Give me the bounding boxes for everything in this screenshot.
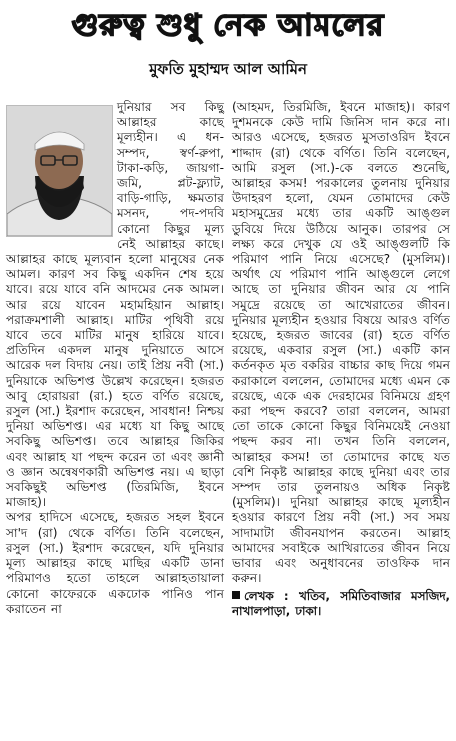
body-paragraph: অপর হাদিসে এসেছে, হজরত সহল ইবনে সা'দ (রা) থেকে বর্ণিত। তিনি বলেছেন, রসুল (সা.) ইরশাদ করেছেন, যদি দুনিয়ার মূল্য আল্লাহর কাছে মাছির একটি ডানা পরিমাণও হতো তাহলে আল্লাহতায়ালা কোনো কাফেরকে একঢোক পানিও পান করাতেন না — [6, 510, 224, 616]
author-credit-text: লেখক : খতিব, সমিতিবাজার মসজিদ, নাখালপাড়া, ঢাকা। — [232, 588, 450, 618]
article-column-1 — [6, 100, 224, 617]
author-credit — [232, 589, 450, 619]
article-headline: গুরুত্ব শুধু নেক আমলের — [71, 8, 385, 43]
article-column-2 — [232, 100, 450, 619]
square-bullet-icon — [232, 591, 240, 599]
article-byline: মুফতি মুহাম্মদ আল আমিন — [149, 60, 307, 78]
body-paragraph: (আহমদ, তিরমিজি, ইবনে মাজাহ)। কারণ দুশমনকে কেউ দামি জিনিস দান করে না। আরও এসেছে, হজরত মুসতাওরিদ ইবনে শাদ্দাদ (রা) থেকে বর্ণিত। তিনি বলেছেন, আমি রসুল (সা.)-কে বলতে শুনেছি, আল্লাহর কসম! পরকালের তুলনায় দুনিয়ার উদাহরণ হলো, যেমন তোমাদের কেউ মহাসমুদ্রের মধ্যে তার একটি আঙ্গুল ডুবিয়ে দিয়ে উঠিয়ে আনুক। তারপর সে লক্ষ্য করে দেখুক যে ওই আঙ্গুলটি কি পরিমাণ পানি নিয়ে এসেছে? (মুসলিম)। অর্থাৎ যে পরিমাণ পানি আঙ্গুলে লেগে আছে তা দুনিয়ার জীবন আর যে পানি সমুদ্রে রয়েছে তা আখেরাতের জীবন। দুনিয়ার মূল্যহীন হওয়ার বিষয়ে আরও বর্ণিত হয়েছে, হজরত জাবের (রা) হতে বর্ণিত রয়েছে, একবার রসুল (সা.) একটি কান কর্তনকৃত মৃত বকরির বাচ্চার কাছ দিয়ে গমন করাকালে বললেন, তোমাদের মধ্যে এমন কে রয়েছে, একে এক দেরহামের বিনিময়ে গ্রহণ করা পছন্দ করবে? তারা বললেন, আমরা তো তাকে কোনো কিছুর বিনিময়েই নেওয়া পছন্দ করব না। তখন তিনি বললেন, আল্লাহর কসম! তা তোমাদের কাছে যত বেশি নিকৃষ্ট আল্লাহর কাছে দুনিয়া এবং তার সম্পদ তার তুলনায়ও অধিক নিকৃষ্ট (মুসলিম)। দুনিয়া আল্লাহর কাছে মূল্যহীন হওয়ার কারণে প্রিয় নবী (সা.) সব সময় সাদামাটা জীবনযাপন করতেন। আল্লাহ আমাদের সবাইকে আখিরাতের জীবন নিয়ে ভাবার এবং অনুধাবনের তাওফিক দান করুন। — [232, 100, 450, 586]
body-paragraph: দুনিয়ার সব কিছু আল্লাহর কাছে মূল্যহীন। এ ধন-সম্পদ, স্বর্ণ-রুপা, টাকা-কড়ি, জায়গা-জমি, প্লট-ফ্ল্যাট, বাড়ি-গাড়ি, ক্ষমতার মসনদ, পদ-পদবি কোনো কিছুর মূল্য নেই আল্লাহর কাছে। আল্লাহর কাছে মূল্যবান হলো মানুষের নেক আমল। কারণ সব কিছু একদিন শেষ হয়ে যাবে। রয়ে যাবে বনি আদমের নেক আমল। আর রয়ে যাবেন মহামহিয়ান আল্লাহ। পরাক্রমশালী আল্লাহ। মাটির পৃথিবী রয়ে যাবে তবে মাটির মানুষ হারিয়ে যাবে। প্রতিদিন একদল মানুষ দুনিয়াতে আসে আরেক দল বিদায় নেয়। তাই প্রিয় নবী (সা.) দুনিয়াকে অভিশপ্ত উল্লেখ করেছেন। হজরত আবু হোরায়রা (রা.) হতে বর্ণিত রয়েছে, রসুল (সা.) ইরশাদ করেছেন, সাবধান! নিশ্চয় দুনিয়া অভিশপ্ত। এর মধ্যে যা কিছু আছে সবকিছু অভিশপ্ত। তবে আল্লাহর জিকির এবং আল্লাহ যা পছন্দ করেন তা এবং জ্ঞানী ও জ্ঞান অন্বেষণকারী অভিশপ্ত নয়। এ ছাড়া সবকিছুই অভিশপ্ত (তিরমিজি, ইবনে মাজাহ)। — [6, 100, 224, 510]
